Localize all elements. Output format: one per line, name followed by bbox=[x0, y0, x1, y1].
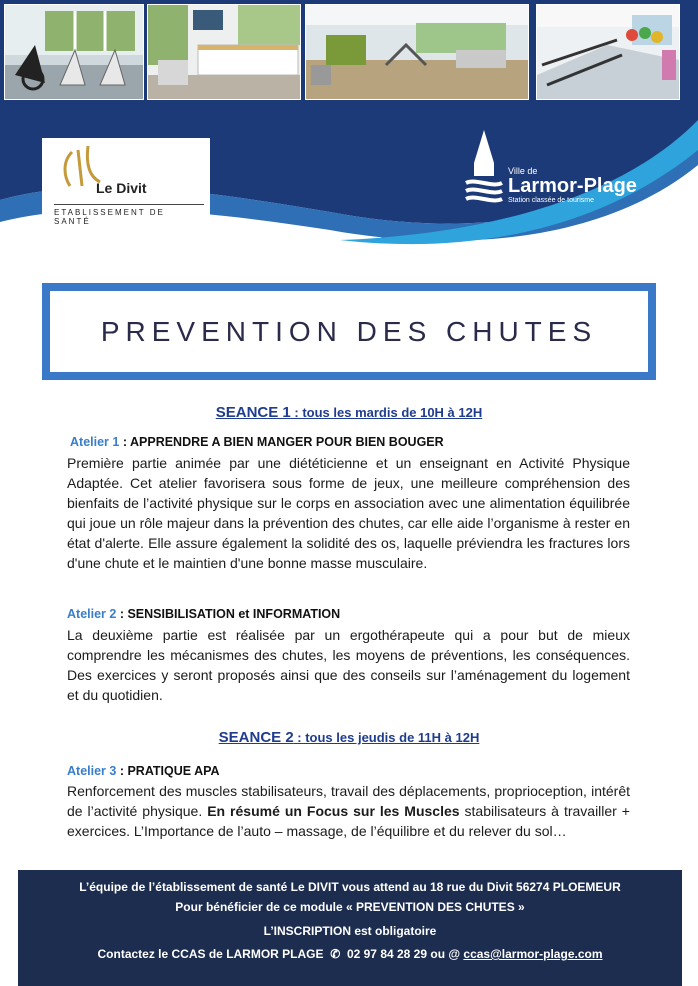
photo-rehab-room bbox=[536, 4, 680, 100]
photo-gym-hall bbox=[305, 4, 529, 100]
atelier-2-heading bbox=[67, 607, 340, 621]
atelier-1-title: : APPRENDRE A BIEN MANGER POUR BIEN BOUGER bbox=[119, 435, 444, 449]
footer-line-3: L’INSCRIPTION est obligatoire bbox=[263, 924, 437, 938]
logo-le-divit bbox=[42, 138, 210, 226]
atelier-3-text-bold: En résumé un Focus sur les Muscles bbox=[207, 803, 460, 819]
seance-1-label: SEANCE 1 bbox=[215, 404, 291, 421]
seance-1-heading bbox=[0, 404, 698, 421]
atelier-1-tag: Atelier 1 bbox=[70, 435, 120, 449]
footer-contact-line bbox=[18, 947, 682, 961]
atelier-1-text: Première partie animée par une diététicienne et un enseignant en Activité Physique Adaptée. Cet atelier favorisera sous forme de jeux, une meilleure compréhension des bienfaits de l’activité physique sur le corps en association avec une alimentation équilibrée qui joue un rôle majeur dans la prévention des chutes, car elle aide l’organisme à rester en état d'alerte. Elle assure également la solidité des os, laquelle préviendra les fractures lors d'une chute et le maintien d'une bonne masse musculaire. bbox=[67, 455, 630, 571]
title-frame bbox=[42, 283, 656, 380]
logo-larmor-town: Larmor-Plage bbox=[508, 175, 637, 197]
logo-larmor-ville: Ville de bbox=[508, 166, 538, 176]
atelier-3-text-a: Renforcement des muscles stabilisateurs, travail des déplacements, proprioception, intérêt de l’activité physique. bbox=[67, 783, 630, 819]
atelier-3-title: : PRATIQUE APA bbox=[116, 764, 220, 778]
phone-icon: ✆ bbox=[326, 947, 344, 961]
footer-email-link[interactable]: ccas@larmor-plage.com bbox=[463, 947, 603, 961]
photo-kitchen bbox=[147, 4, 301, 100]
atelier-2-tag: Atelier 2 bbox=[67, 607, 117, 621]
footer-phone: 02 97 84 28 29 ou @ bbox=[346, 947, 461, 961]
footer-banner bbox=[18, 870, 682, 986]
atelier-1-heading bbox=[70, 435, 444, 449]
title-inner bbox=[50, 291, 648, 372]
photo-fitness-room bbox=[4, 4, 144, 100]
atelier-3-text-b: stabilisateurs à travailler + exercices. L’Importance de l’auto – massage, de l’équilibre et du relever du sol… bbox=[67, 803, 630, 839]
atelier-3-text bbox=[67, 781, 630, 841]
atelier-3-tag: Atelier 3 bbox=[67, 764, 117, 778]
atelier-2-title: : SENSIBILISATION et INFORMATION bbox=[116, 607, 341, 621]
footer-contact: Contactez le CCAS de LARMOR PLAGE bbox=[97, 947, 324, 961]
atelier-3-heading bbox=[67, 764, 220, 778]
logo-le-divit-subtitle: ETABLISSEMENT DE SANTÉ bbox=[54, 204, 204, 226]
church-waves-icon bbox=[464, 128, 504, 203]
seance-1-when: : tous les mardis de 10H à 12H bbox=[290, 405, 483, 420]
page-title: PREVENTION DES CHUTES bbox=[100, 315, 598, 347]
seance-2-when: : tous les jeudis de 11H à 12H bbox=[293, 730, 480, 745]
seance-2-label: SEANCE 2 bbox=[218, 729, 294, 746]
logo-larmor-station: Station classée de tourisme bbox=[508, 197, 594, 204]
atelier-2-text: La deuxième partie est réalisée par un ergothérapeute qui a pour but de mieux comprendre les mécanismes des chutes, les moyens de préventions, les conséquences. Des exercices y seront proposés ainsi que des conseils sur l’aménagement du logement et du quotidien. bbox=[67, 627, 630, 703]
logo-larmor-plage bbox=[462, 128, 662, 208]
footer-line-1: L’équipe de l’établissement de santé Le DIVIT vous attend au 18 rue du Divit 56274 PLOEMEUR bbox=[79, 880, 621, 894]
footer-line-2: Pour bénéficier de ce module « PREVENTION DES CHUTES » bbox=[175, 900, 525, 914]
seance-2-heading bbox=[0, 729, 698, 746]
logo-le-divit-name: Le Divit bbox=[96, 180, 147, 196]
